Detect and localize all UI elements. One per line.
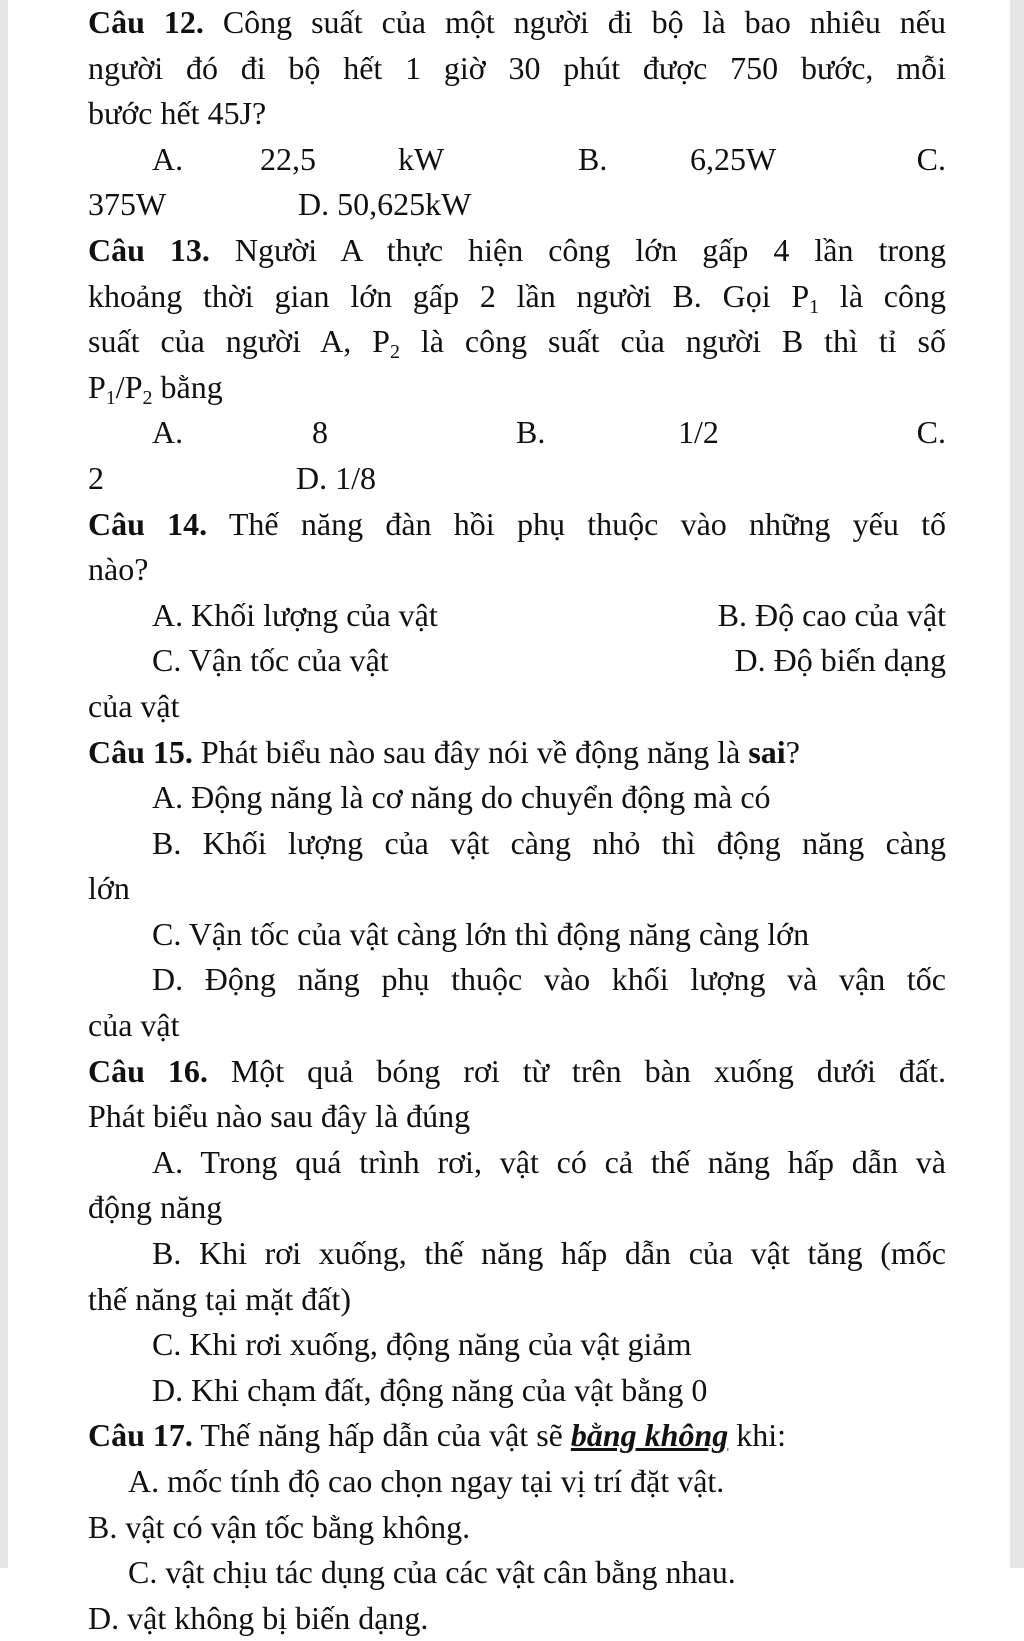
question-15-label: Câu 15. (88, 733, 193, 770)
question-13-stem-line-4: $P_1/P_2$ bằng (88, 368, 223, 409)
exam-page (88, 0, 946, 1641)
question-12 (88, 0, 946, 228)
question-17 (88, 1413, 946, 1641)
question-14-label: Câu 14. (88, 505, 208, 542)
question-12-stem-line-1: Câu 12. Công suất của một người đi bộ là bao nhiêu nếu (88, 4, 947, 40)
question-12-stem-line-3: bước hết 45J? (88, 95, 267, 132)
q15-option-d-continuation: của vật (88, 1007, 180, 1044)
q16-option-b: B. Khi rơi xuống, thế năng hấp dẫn của vật tăng (mốc (152, 1235, 946, 1272)
q15-option-c: C. Vận tốc của vật càng lớn thì động năng càng lớn (152, 915, 810, 952)
question-16 (88, 1049, 946, 1414)
question-12-options-row (88, 137, 946, 183)
q14-option-d-continuation: của vật (88, 687, 180, 724)
q13-option-b-letter: B. (516, 414, 546, 451)
q15-emphasis-sai: sai (748, 733, 786, 770)
q17-option-d: D. vật không bị biến dạng. (88, 1599, 429, 1636)
question-14-stem-line-2: nào? (88, 551, 149, 588)
q12-option-c-letter: C. (916, 140, 946, 177)
question-13-stem-line-1: Câu 13. Người A thực hiện công lớn gấp 4 lần trong (88, 231, 947, 268)
question-15-stem-line-1: Câu 15. Phát biểu nào sau đây nói về động năng là sai? (88, 733, 800, 770)
q15-option-b: B. Khối lượng của vật càng nhỏ thì động năng càng (152, 824, 946, 861)
q13-option-d: D. 1/8 (296, 459, 376, 496)
q17-option-c: C. vật chịu tác dụng của các vật cân bằng nhau. (128, 1554, 736, 1591)
q14-option-d: D. Độ biến dạng (734, 642, 946, 679)
q12-option-c-value: 375W (88, 186, 167, 223)
q14-option-a: A. Khối lượng của vật (152, 596, 438, 633)
q12-option-a-letter: A. (152, 140, 184, 177)
question-12-stem-line-2: người đó đi bộ hết 1 giờ 30 phút được 750 bước, mỗi (88, 49, 946, 86)
q17-option-b: B. vật có vận tốc bằng không. (88, 1508, 471, 1545)
q17-option-a: A. mốc tính độ cao chọn ngay tại vị trí đặt vật. (128, 1463, 725, 1499)
q16-option-a: A. Trong quá trình rơi, vật có cả thế năng hấp dẫn và (152, 1143, 946, 1180)
q15-option-d: D. Động năng phụ thuộc vào khối lượng và vận tốc (152, 961, 946, 998)
question-13-options-row (88, 410, 946, 456)
q16-option-b-continuation: thế năng tại mặt đất) (88, 1280, 352, 1317)
question-16-stem-line-1: Câu 16. Một quả bóng rơi từ trên bàn xuống dưới đất. (88, 1052, 947, 1089)
q17-emphasis: bằng không (570, 1417, 729, 1454)
q12-option-a-value: 22,5 (260, 140, 316, 177)
q13-option-a-letter: A. (152, 414, 184, 451)
q16-option-d: D. Khi chạm đất, động năng của vật bằng 0 (152, 1371, 708, 1408)
q12-option-b-letter: B. (578, 140, 608, 177)
question-14-options-row-2 (88, 638, 946, 684)
question-16-stem-line-2: Phát biểu nào sau đây là đúng (88, 1098, 471, 1135)
q13-option-b-value: 1/2 (678, 414, 719, 451)
q16-option-c: C. Khi rơi xuống, động năng của vật giảm (152, 1326, 692, 1363)
page-border-right (1010, 0, 1024, 1568)
question-14-stem-line-1: Câu 14. Thế năng đàn hồi phụ thuộc vào những yếu tố (88, 505, 947, 542)
q12-option-d: D. 50,625kW (298, 186, 472, 223)
question-16-label: Câu 16. (88, 1052, 208, 1089)
question-12-options-row-2 (88, 182, 946, 228)
question-17-stem-line-1: Câu 17. Thế năng hấp dẫn của vật sẽ bằng không khi: (88, 1417, 787, 1454)
question-13-label: Câu 13. (88, 231, 210, 268)
question-14-options-row-1 (88, 593, 946, 639)
q14-option-b: B. Độ cao của vật (717, 596, 946, 633)
q12-option-b-value: 6,25W (690, 140, 777, 177)
question-17-label: Câu 17. (88, 1417, 193, 1454)
q14-option-c: C. Vận tốc của vật (152, 642, 389, 679)
question-14 (88, 502, 946, 730)
q16-option-a-continuation: động năng (88, 1189, 223, 1226)
q15-option-a: A. Động năng là cơ năng do chuyển động mà có (152, 779, 771, 816)
question-13 (88, 228, 946, 502)
page-border-left (0, 0, 8, 1568)
q13-option-c-value: 2 (88, 459, 104, 496)
q12-option-a-unit: kW (398, 140, 445, 177)
q13-option-a-value: 8 (312, 414, 328, 451)
question-13-options-row-2 (88, 456, 946, 502)
question-13-stem-line-3: suất của người A, $P_2$ là công suất của người B thì tỉ số (88, 323, 946, 364)
question-12-label: Câu 12. (88, 4, 204, 40)
question-13-stem-line-2: khoảng thời gian lớn gấp 2 lần người B. Gọi $P_1$ là công (88, 277, 947, 318)
question-15 (88, 730, 946, 1049)
q13-option-c-letter: C. (916, 414, 946, 451)
q15-option-b-continuation: lớn (88, 870, 130, 907)
